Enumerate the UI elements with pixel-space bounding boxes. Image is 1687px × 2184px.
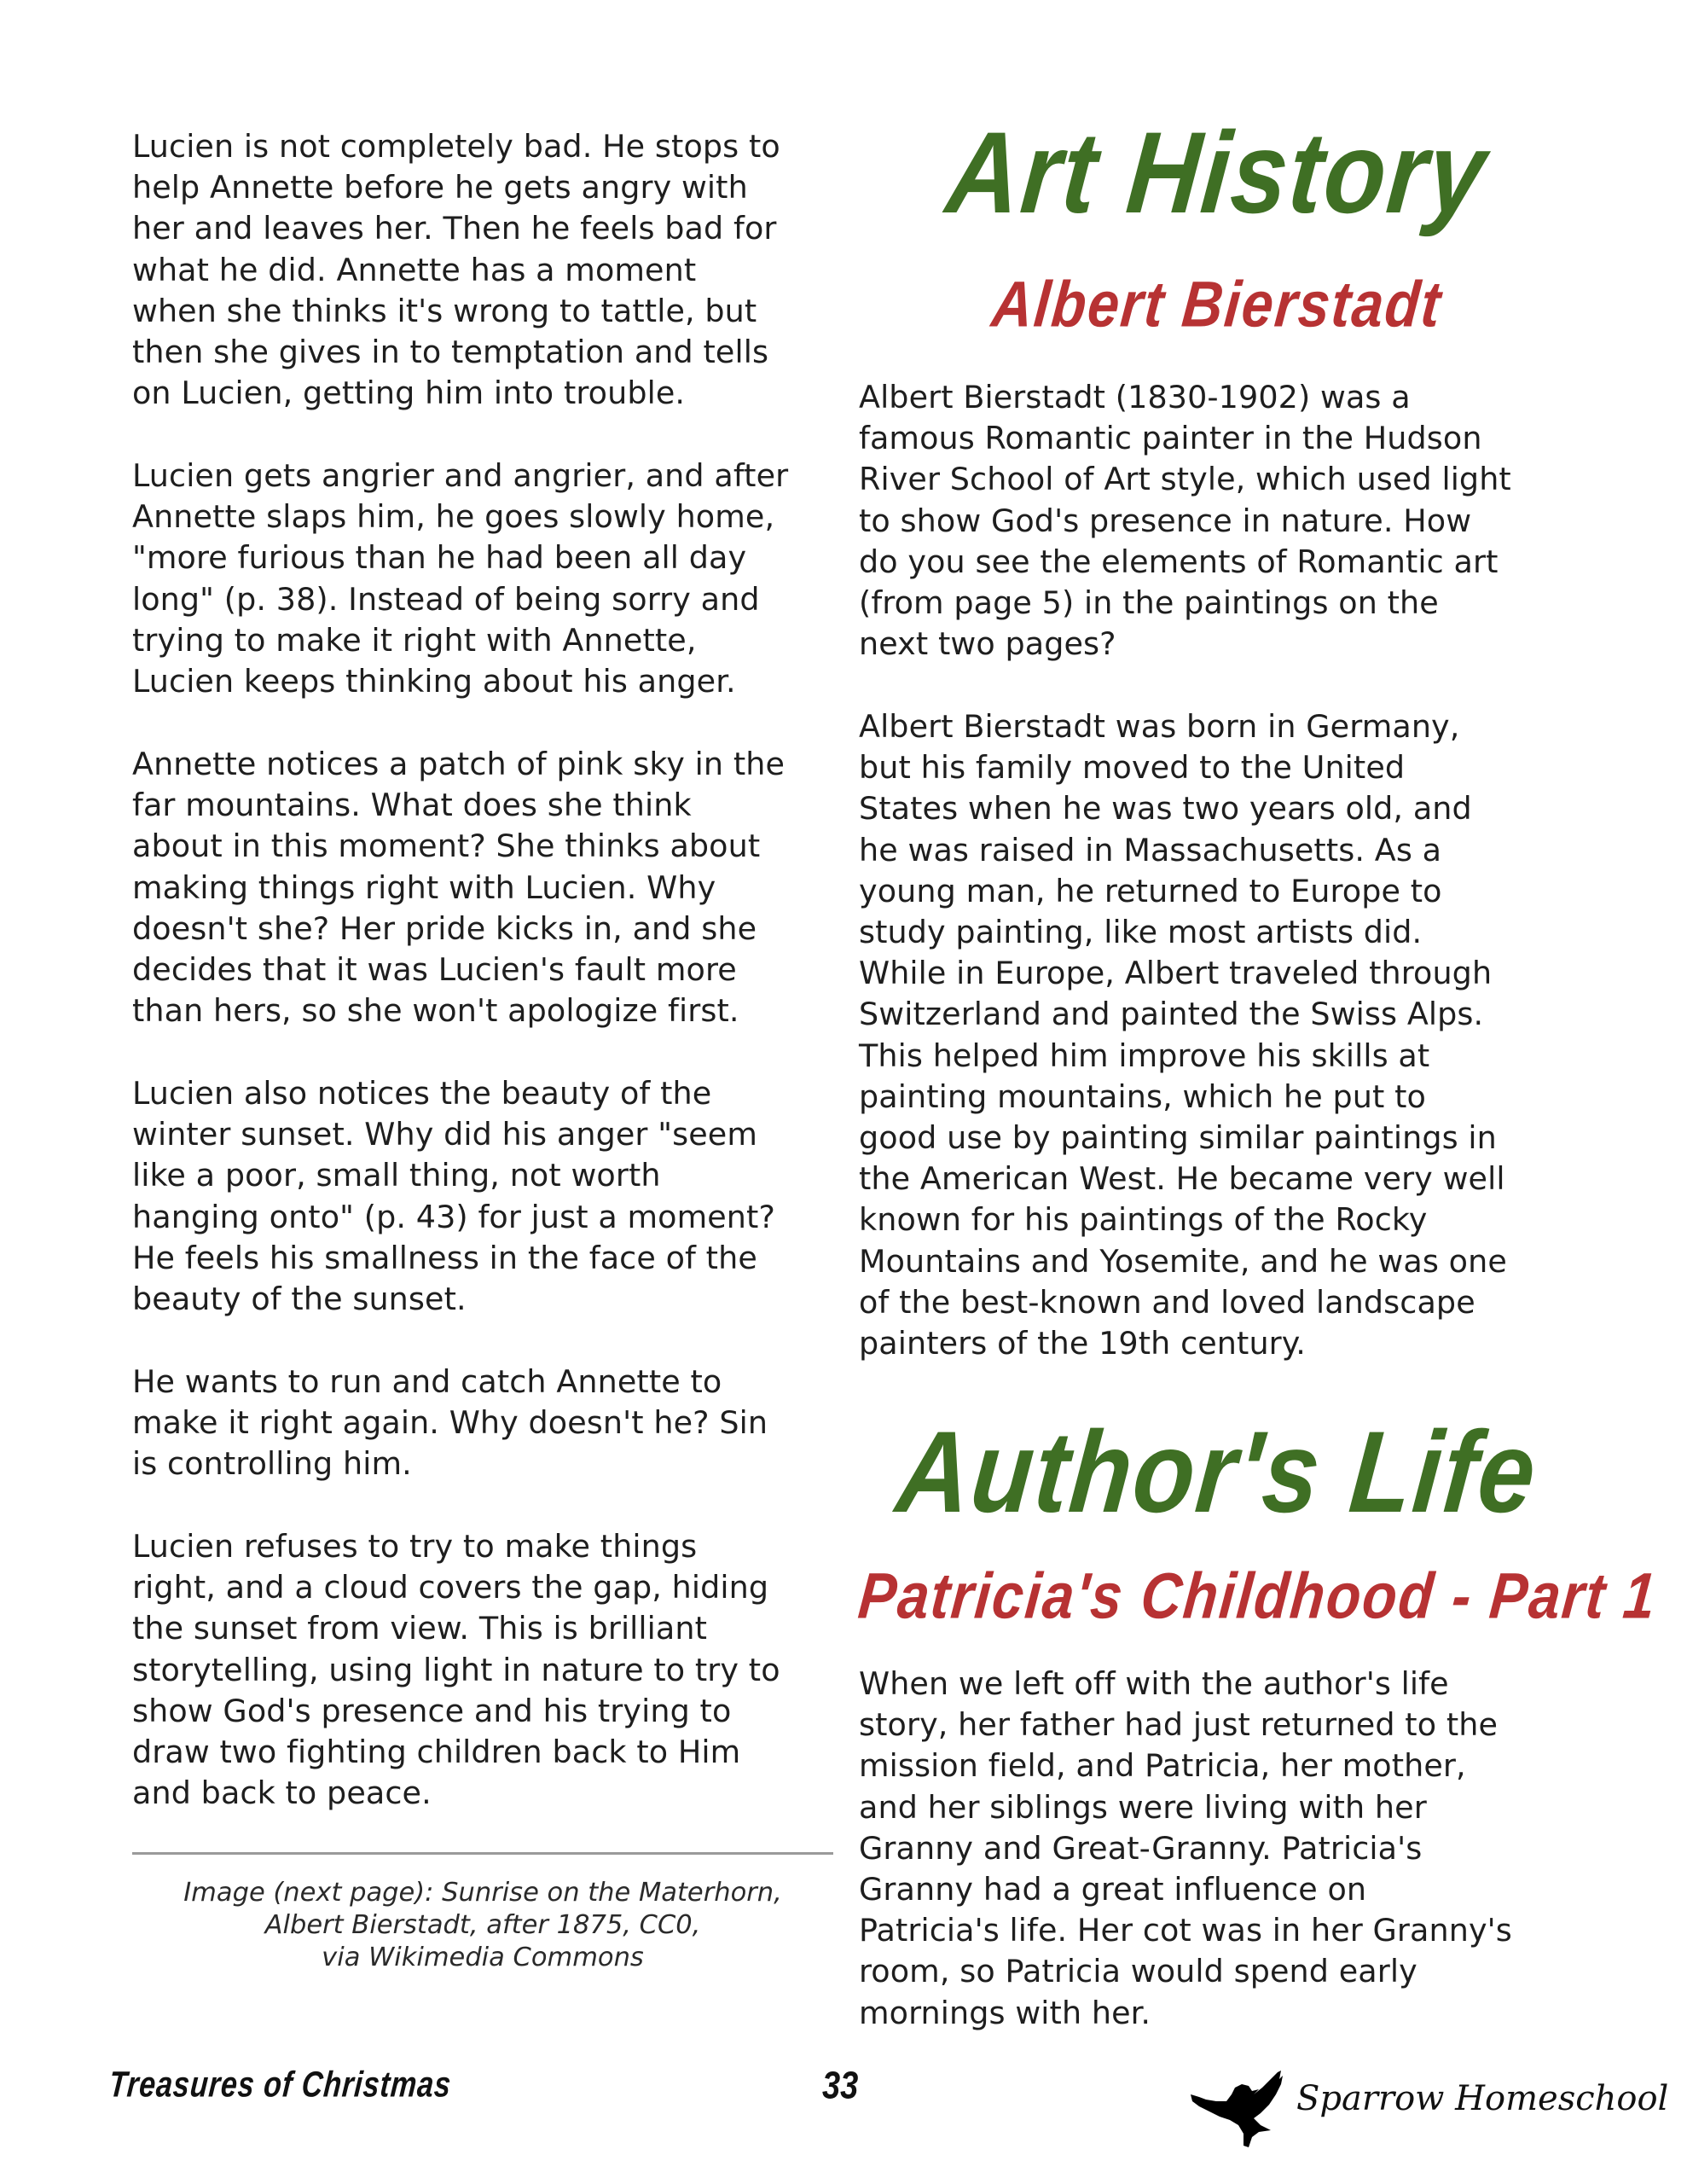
text-line: Albert Bierstadt was born in Germany, (859, 708, 1460, 745)
text-line: known for his paintings of the Rocky (859, 1201, 1428, 1239)
text-line: painting mountains, which he put to (859, 1077, 1426, 1115)
paragraph-lucien-angrier (132, 456, 788, 702)
text-line: Patricia's life. Her cot was in her Granny's (859, 1912, 1512, 1949)
text-line: like a poor, small thing, not worth (132, 1157, 661, 1194)
text-line: is controlling him. (132, 1445, 412, 1483)
text-line: States when he was two years old, and (859, 790, 1472, 828)
paragraph-cloud-covers-gap (132, 1526, 780, 1814)
text-line: He wants to run and catch Annette to (132, 1363, 722, 1400)
paragraph-bierstadt-intro (859, 377, 1511, 665)
text-line: decides that it was Lucien's fault more (132, 951, 737, 989)
text-line: long" (p. 38). Instead of being sorry and (132, 580, 760, 618)
text-line: draw two fighting children back to Him (132, 1734, 741, 1771)
paragraph-catch-annette (132, 1362, 768, 1485)
text-line: He feels his smallness in the face of the (132, 1239, 757, 1276)
text-line: Granny and Great-Granny. Patricia's (859, 1829, 1423, 1867)
text-line: far mountains. What does she think (132, 787, 692, 824)
text-line: what he did. Annette has a moment (132, 251, 697, 288)
text-line: he was raised in Massachusetts. As a (859, 831, 1442, 868)
brand-name: Sparrow Homeschool (1296, 2079, 1669, 2118)
sparrow-homeschool-logo (1187, 2069, 1669, 2150)
text-line: to show God's presence in nature. How (859, 502, 1472, 539)
section-heading-authors-life: Author's Life (891, 1408, 1543, 1537)
paragraph-winter-sunset (132, 1073, 775, 1320)
text-line: famous Romantic painter in the Hudson (859, 420, 1482, 457)
text-line: about in this moment? She thinks about (132, 828, 761, 865)
text-line: help Annette before he gets angry with (132, 169, 748, 206)
paragraph-bierstadt-biography (859, 706, 1507, 1364)
text-line: study painting, like most artists did. (859, 914, 1423, 951)
paragraph-annette-pink-sky (132, 744, 785, 1031)
text-line: Lucien refuses to try to make things (132, 1528, 698, 1565)
text-line: Lucien gets angrier and angrier, and after (132, 457, 789, 494)
caption-line: via Wikimedia Commons (322, 1943, 644, 1972)
text-line: Annette slaps him, he goes slowly home, (132, 498, 775, 536)
paragraph-patricia-granny (859, 1664, 1512, 2034)
page-number: 33 (822, 2065, 859, 2108)
text-line: Annette notices a patch of pink sky in the (132, 746, 786, 782)
text-line: trying to make it right with Annette, (132, 621, 697, 659)
text-line: doesn't she? Her pride kicks in, and she (132, 909, 757, 947)
text-line: Lucien is not completely bad. He stops to (132, 128, 780, 165)
text-line: room, so Patricia would spend early (859, 1953, 1417, 1990)
text-line: Albert Bierstadt (1830-1902) was a (859, 379, 1411, 415)
text-line: do you see the elements of Romantic art (859, 543, 1499, 580)
footer-book-title: Treasures of Christmas (107, 2065, 454, 2106)
text-line: but his family moved to the United (859, 749, 1406, 787)
text-line: hanging onto" (p. 43) for just a moment? (132, 1198, 775, 1235)
sparrow-bird-icon (1187, 2069, 1294, 2150)
image-caption (132, 1877, 833, 1974)
text-line: Granny had a great influence on (859, 1871, 1367, 1908)
section-heading-art-history: Art History (942, 108, 1493, 238)
text-line: young man, he returned to Europe to (859, 872, 1442, 909)
text-line: painters of the 19th century. (859, 1325, 1306, 1362)
text-line: than hers, so she won't apologize first. (132, 992, 739, 1030)
text-line: When we left off with the author's life (859, 1665, 1449, 1702)
text-line: River School of Art style, which used light (859, 461, 1511, 498)
text-line: of the best-known and loved landscape (859, 1283, 1475, 1321)
text-line: Lucien keeps thinking about his anger. (132, 663, 736, 700)
text-line: and her siblings were living with her (859, 1788, 1427, 1826)
text-line: on Lucien, getting him into trouble. (132, 375, 686, 412)
text-line: Lucien also notices the beauty of the (132, 1075, 712, 1112)
text-line: make it right again. Why doesn't he? Sin (132, 1404, 768, 1442)
text-line: "more furious than he had been all day (132, 539, 747, 577)
text-line: mission field, and Patricia, her mother, (859, 1747, 1466, 1785)
caption-line: Albert Bierstadt, after 1875, CC0, (264, 1910, 701, 1940)
subheading-patricias-childhood: Patricia's Childhood - Part 1 (855, 1559, 1661, 1632)
caption-divider (132, 1852, 833, 1855)
text-line: next two pages? (859, 625, 1116, 663)
text-line: right, and a cloud covers the gap, hiding (132, 1569, 769, 1606)
text-line: then she gives in to temptation and tells (132, 334, 769, 371)
text-line: making things right with Lucien. Why (132, 868, 716, 906)
text-line: her and leaves her. Then he feels bad for (132, 210, 777, 247)
text-line: Switzerland and painted the Swiss Alps. (859, 996, 1484, 1033)
text-line: the American West. He became very well (859, 1160, 1505, 1198)
text-line: the sunset from view. This is brilliant (132, 1610, 708, 1647)
text-line: good use by painting similar paintings in (859, 1119, 1497, 1157)
text-line: While in Europe, Albert traveled through (859, 955, 1493, 992)
text-line: show God's presence and his trying to (132, 1692, 732, 1729)
text-line: and back to peace. (132, 1774, 432, 1812)
text-line: winter sunset. Why did his anger "seem (132, 1116, 757, 1153)
text-line: story, her father had just returned to the (859, 1706, 1499, 1744)
text-line: beauty of the sunset. (132, 1281, 467, 1318)
text-line: Mountains and Yosemite, and he was one (859, 1242, 1507, 1280)
text-line: (from page 5) in the paintings on the (859, 584, 1439, 622)
text-line: storytelling, using light in nature to try to (132, 1651, 780, 1688)
text-line: mornings with her. (859, 1994, 1151, 2031)
text-line: when she thinks it's wrong to tattle, but (132, 292, 757, 329)
paragraph-lucien-not-bad (132, 126, 780, 414)
subheading-albert-bierstadt: Albert Bierstadt (988, 267, 1446, 340)
text-line: This helped him improve his skills at (859, 1037, 1430, 1074)
caption-line: Image (next page): Sunrise on the Materhorn, (183, 1878, 782, 1908)
